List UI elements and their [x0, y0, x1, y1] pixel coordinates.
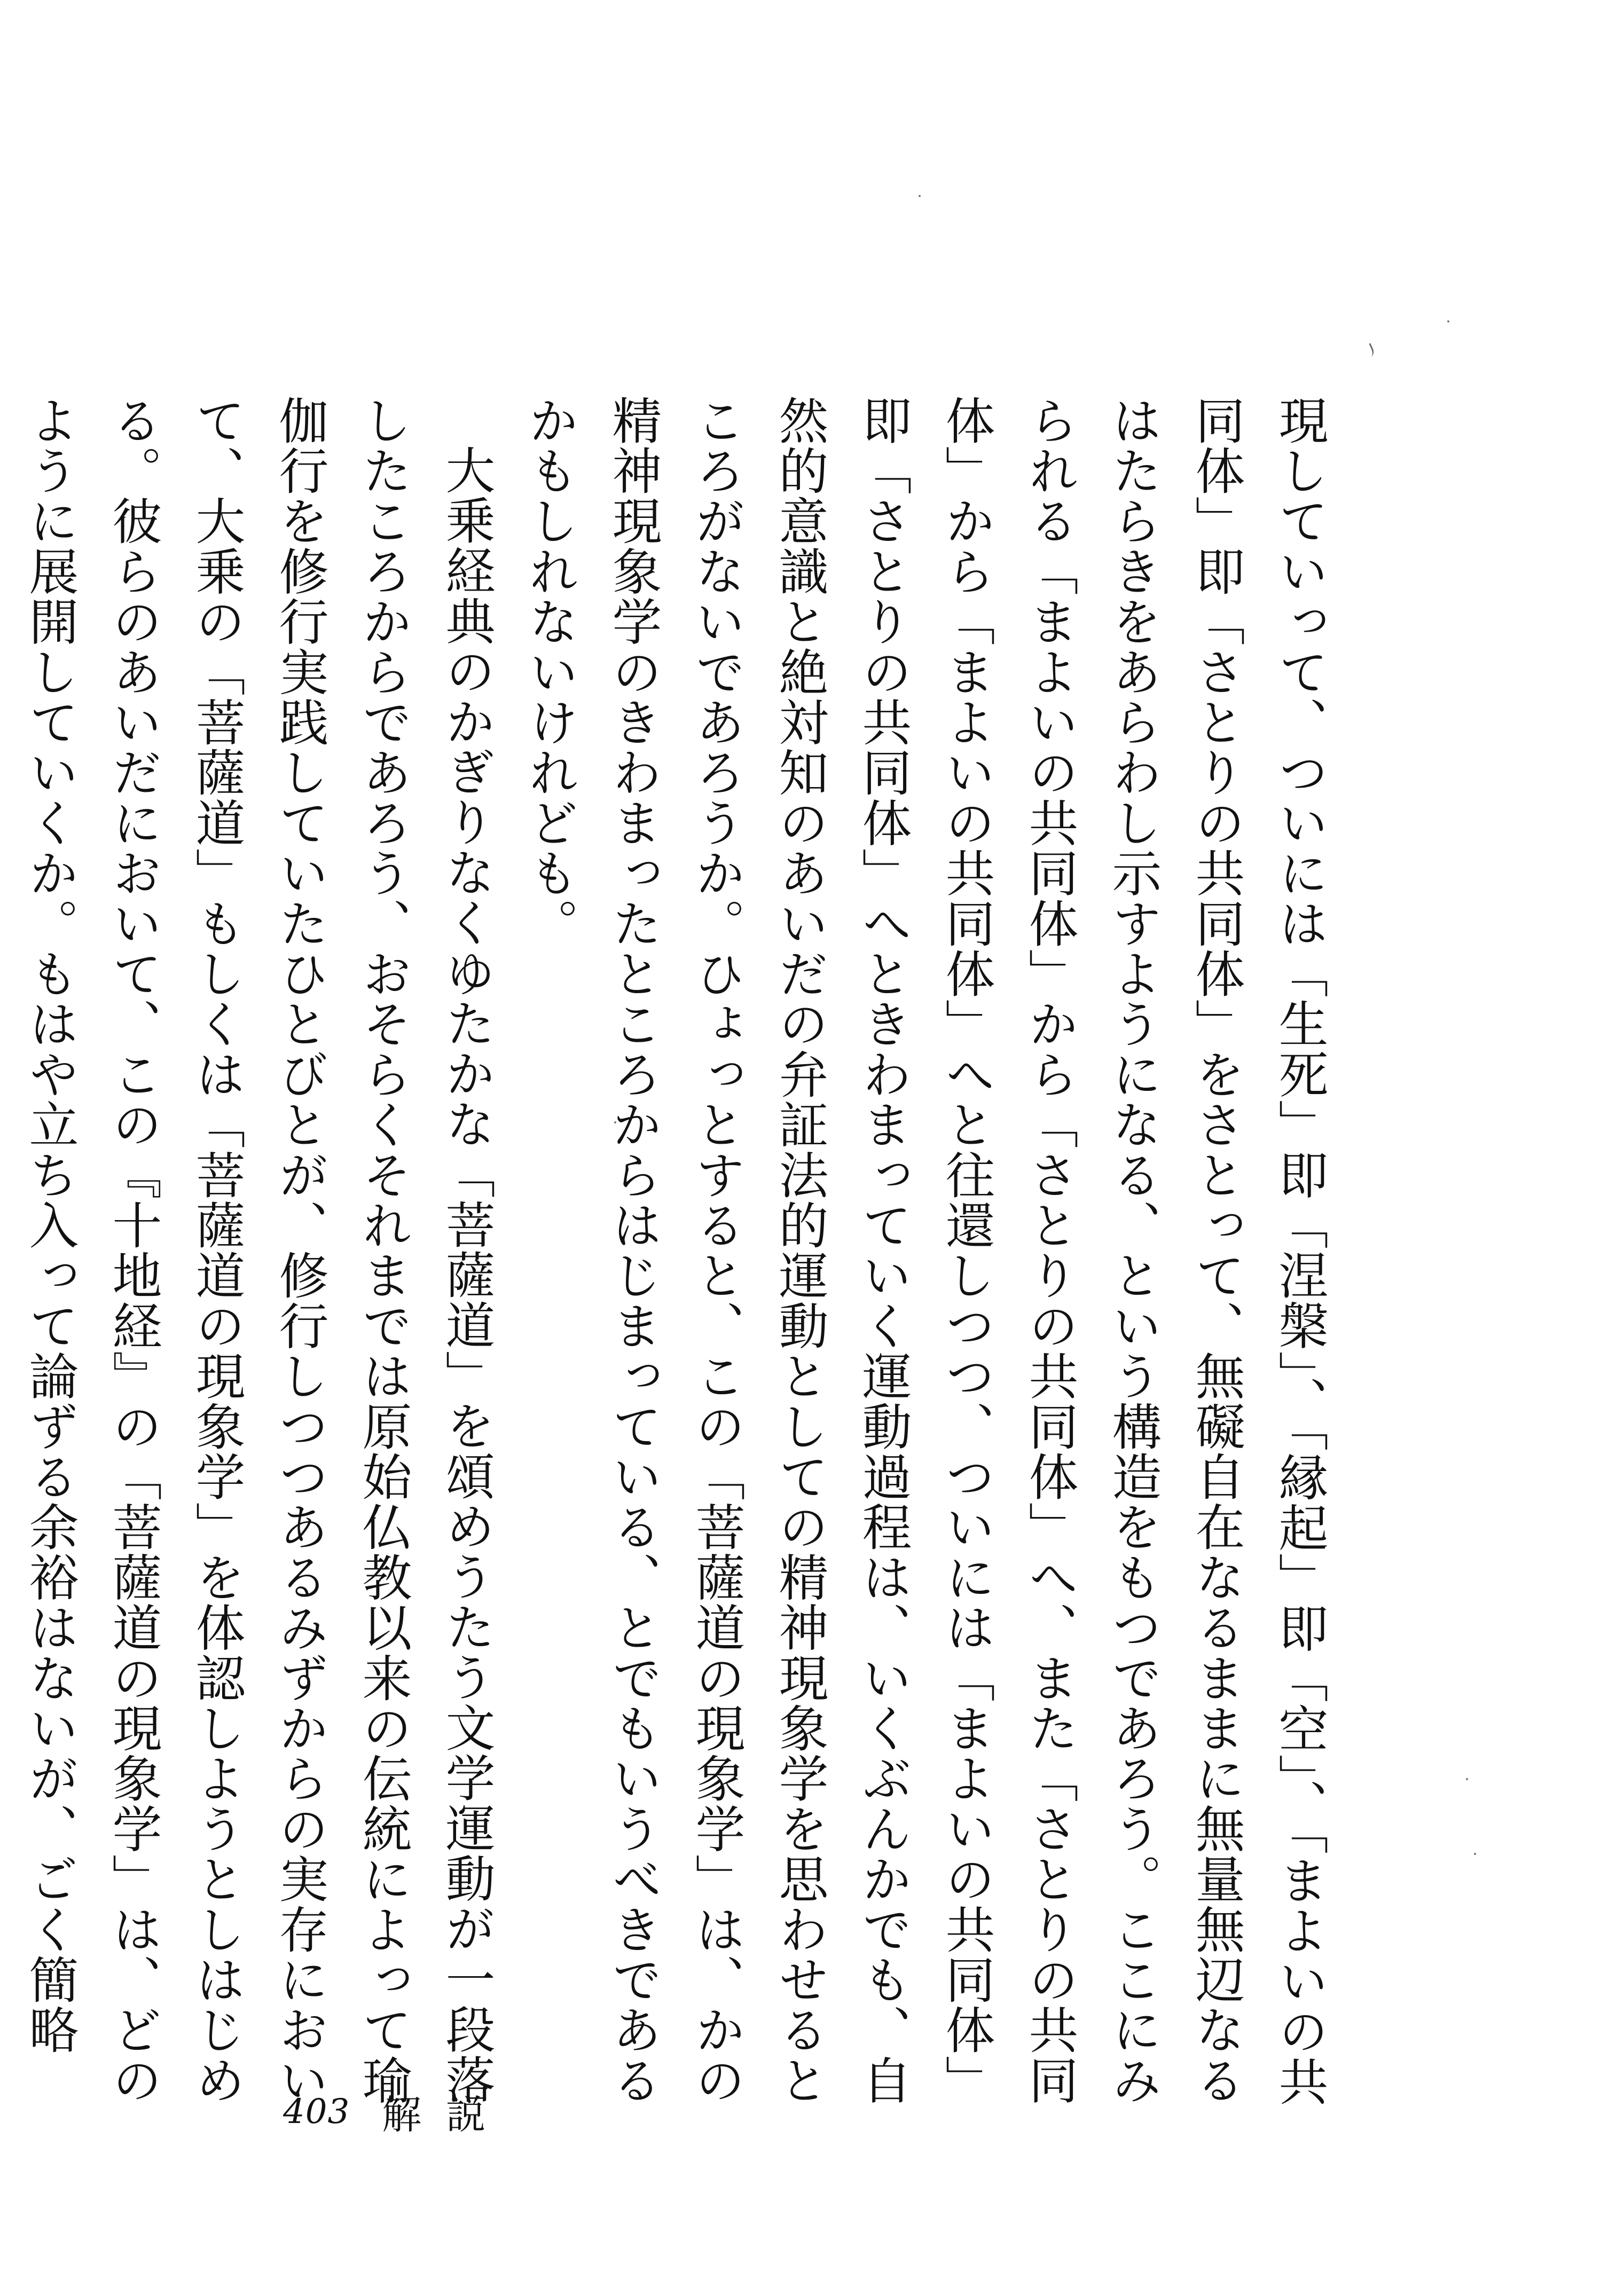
stray-mark [1362, 343, 1376, 359]
page-number: 403 [283, 2092, 350, 2132]
scan-speck [1447, 320, 1449, 323]
paragraph: 大乗経典のかぎりなくゆたかな「菩薩道」を頌めうたう文学運動が一段落したころからであろう、おそらくそれまでは原始仏教以来の伝統によって瑜伽行を修行実践していたひとびとが、修行しつつあるみずからの実存において、大乗の「菩薩道」もしくは「菩薩道の現象学」を体認しようとしはじめる。彼らのあいだにおいて、この『十地経』の「菩薩道の現象学」は、どのように展開していくか。もはや立ち入って論ずる余裕はないが、ごく簡略 [21, 395, 495, 2105]
scan-speck [1466, 1778, 1468, 1780]
paragraph: 現していって、ついには「生死」即「涅槃」、「縁起」即「空」、「まよいの共同体」即「さとりの共同体」をさとって、無礙自在なるままに無量無辺なるはたらきをあらわし示すようになる、という構造をもつであろう。ここにみられる「まよいの共同体」から「さとりの共同体」へ、また「さとりの共同体」から「まよいの共同体」へと往還しつつ、ついには「まよいの共同体」即「さとりの共同体」へときわまっていく運動過程は、いくぶんかでも、自然的意識と絶対知のあいだの弁証法的運動としての精神現象学を思わせるところがないであろうか。ひょっとすると、この「菩薩道の現象学」は、かの精神現象学のきわまったところからはじまっている、とでもいうべきであるかもしれないけれども。 [521, 395, 1328, 2107]
page-footer [283, 2085, 510, 2138]
vertical-body-text [21, 395, 1341, 2120]
running-section-title: 解説 [382, 2092, 511, 2138]
scan-speck [919, 195, 921, 197]
scan-speck [1474, 1853, 1476, 1855]
